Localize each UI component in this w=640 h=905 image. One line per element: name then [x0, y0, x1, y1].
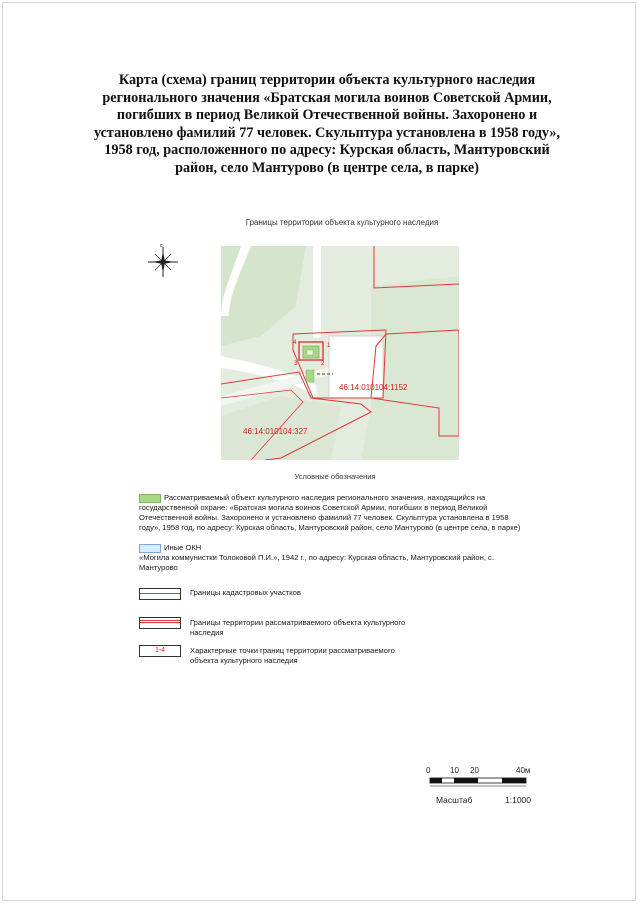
scale-segment: [502, 778, 526, 783]
legend-cadastral: Границы кадастровых участков: [190, 588, 301, 597]
point-label: 4: [293, 340, 297, 346]
monument-icon: [307, 350, 313, 355]
map-caption: Границы территории объекта культурного наследия: [245, 218, 439, 227]
point-label: 2: [321, 361, 325, 367]
other-okn-area: [306, 370, 314, 382]
legend-other-okn-text: «Могила коммунистки Толоковой П.И.», 1942 г., по адресу: Курская область, Мантуровский район, с. Мантурово: [139, 553, 494, 572]
legend-other-okn-label: Иные ОКН: [164, 543, 202, 552]
legend-points: Характерные точки границ территории рассматриваемого объекта культурного наследия: [190, 646, 395, 665]
cadastral-line-swatch: [139, 588, 181, 600]
north-arrow-icon: [146, 243, 180, 279]
map-title: Карта (схема) границ территории объекта культурного наследия регионального значения «Братская могила воинов Советской Армии, погибших в период Великой Отечественной войны. Захоронено и установлено фамилий 77 человек. Скульптура установлена в 1958 году», 1958 год, расположенного по адресу: Курская область, Мантуровский район, село Мантурово (в центре села, в парке): [93, 72, 561, 176]
legend-territory: Границы территории рассматриваемого объекта культурного наследия: [190, 618, 406, 637]
points-swatch: 1-4: [139, 645, 181, 657]
scale-tick-label: 0: [426, 766, 431, 775]
north-label: с: [160, 243, 163, 249]
scale-tick-label: 10: [450, 766, 459, 775]
scale-segment: [430, 778, 442, 783]
parcel-label: 46:14:010104:1152: [339, 383, 408, 392]
scale-label: Масштаб: [436, 795, 473, 805]
scale-tick-label: 20: [470, 766, 479, 775]
legend-heading: Условные обозначения: [294, 472, 376, 481]
road: [313, 246, 321, 338]
scale-ratio: 1:1000: [505, 795, 531, 805]
point-label: 3: [294, 361, 298, 367]
territory-line-swatch: [139, 617, 181, 629]
parcel-label: 46:14:010104:327: [243, 427, 308, 436]
scale-tick-label: 40м: [516, 766, 531, 775]
cadastral-map: [221, 246, 459, 460]
legend-object-text: Рассматриваемый объект культурного наследия регионального значения, находящийся на государственной охране: «Братская могила воинов Советской Армии, погибших в период Великой Отечественной войны. Захоронено и установлено фамилий 77 человек. Скульптура установлена в 1958 году», 1958 год, по адресу: Курская область, Мантуровский район, село Мантурово (в центре села, в парке): [139, 493, 521, 532]
point-label: 1: [327, 343, 331, 349]
scale-segment: [454, 778, 478, 783]
other-okn-swatch: [139, 544, 161, 553]
